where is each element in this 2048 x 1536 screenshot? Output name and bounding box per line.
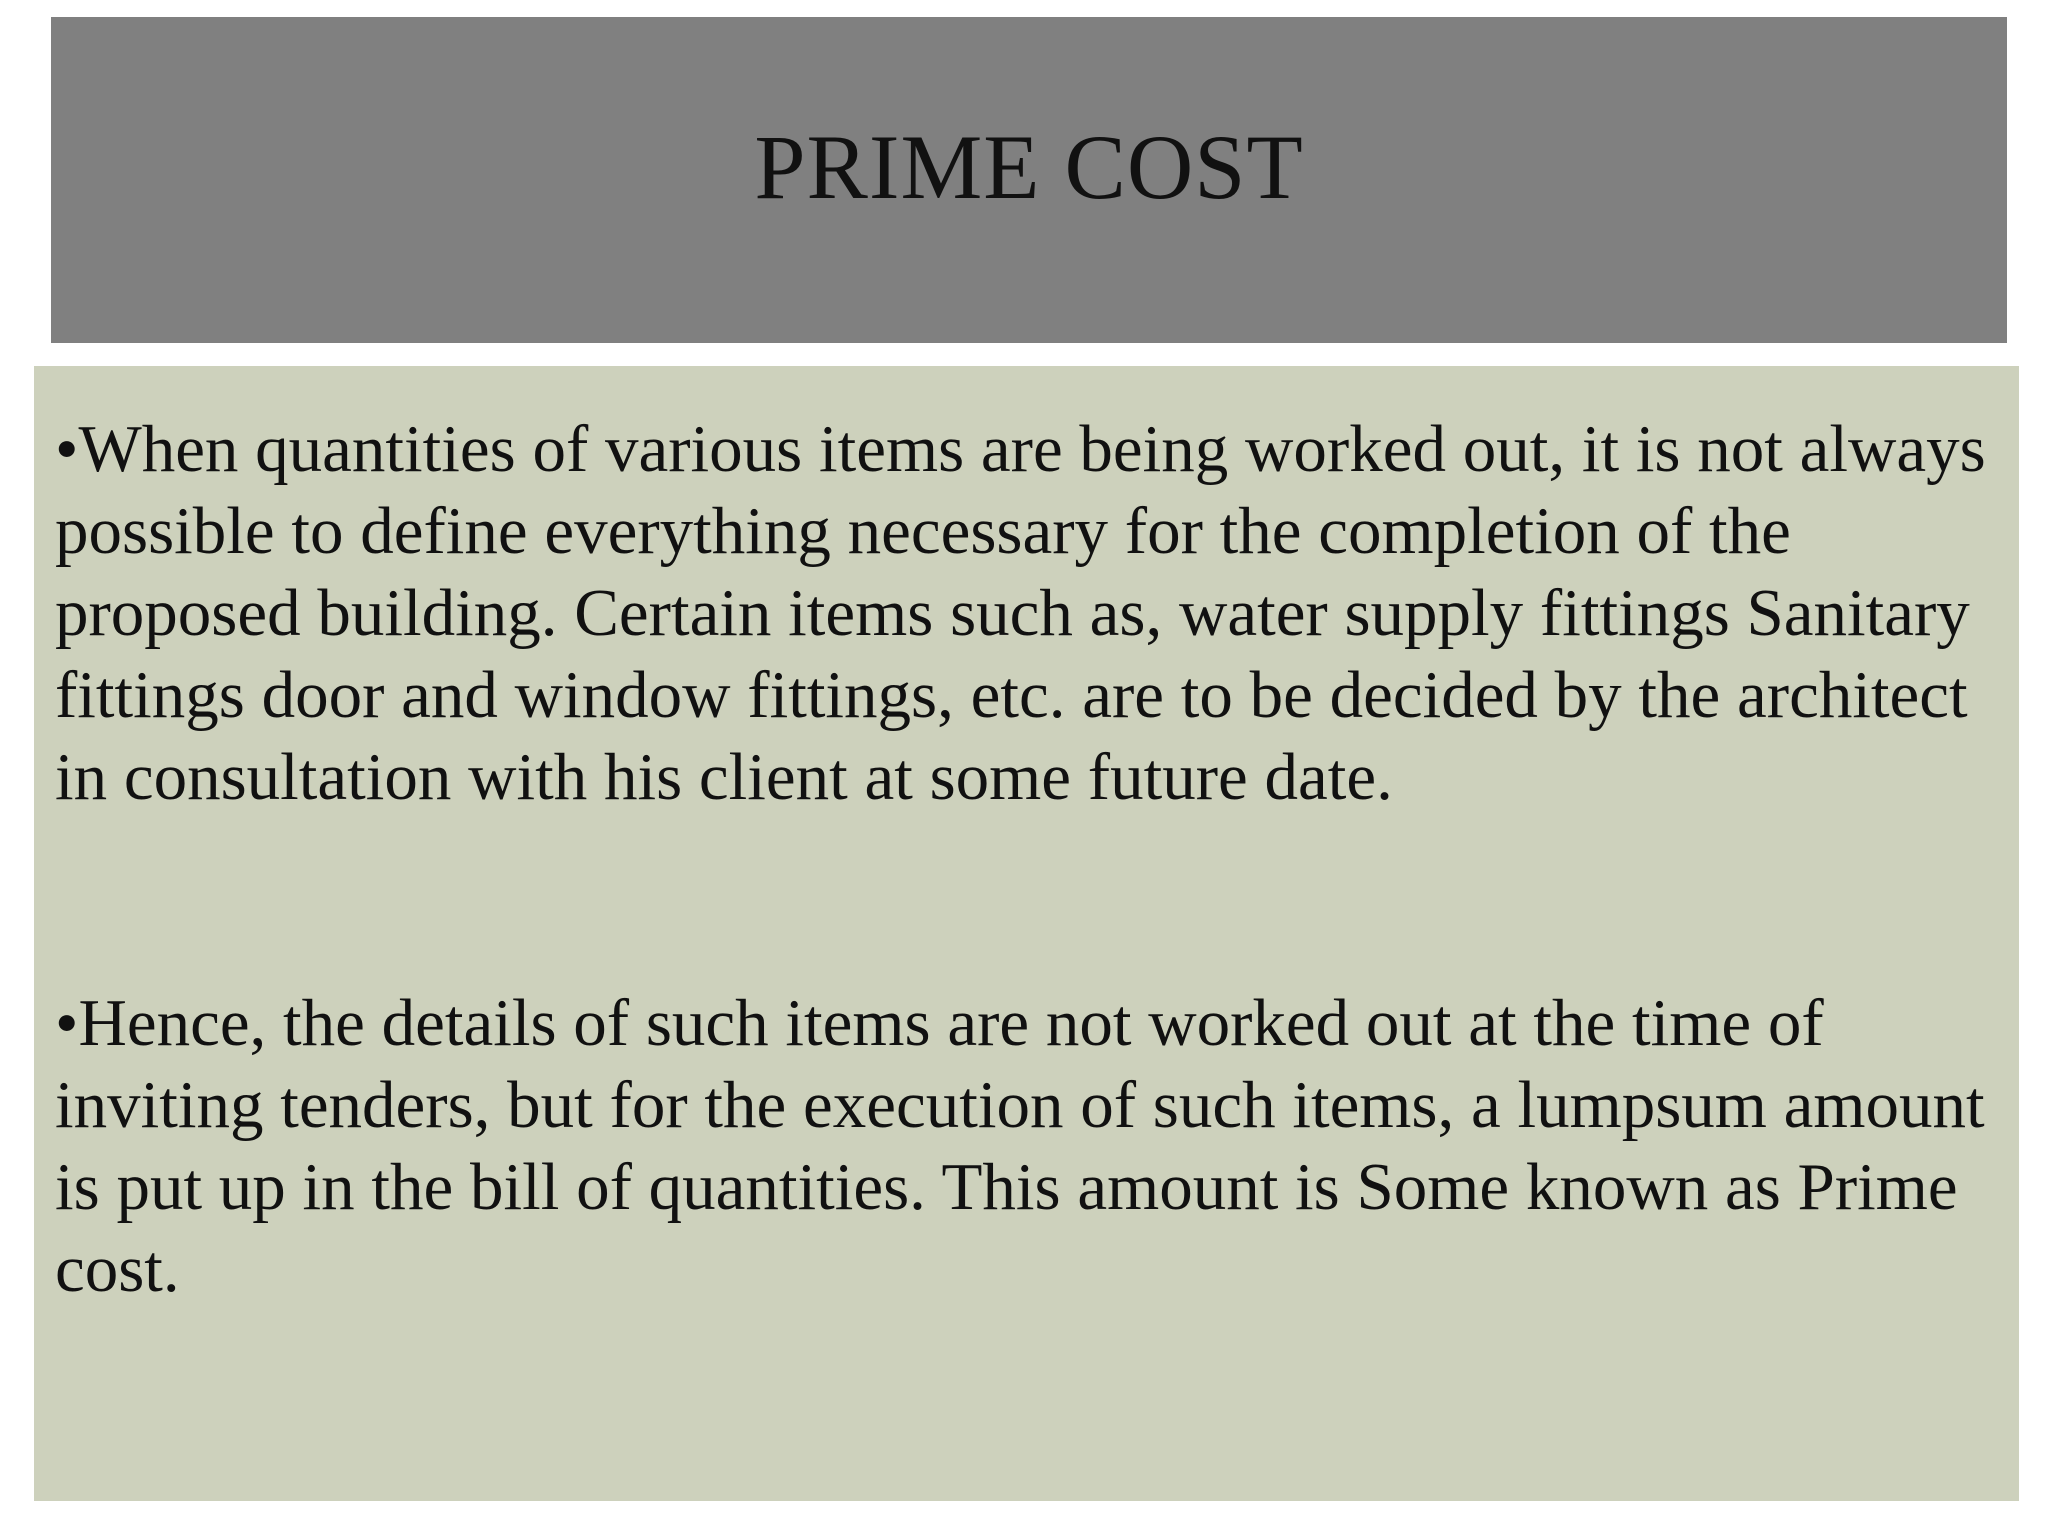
bullet-paragraph-2: •Hence, the details of such items are not worked out at the time of inviting tenders, but for the execution of such items, a lumpsum amount is put up in the bill of quantities. This amount is Some known as Prime cost. bbox=[55, 986, 1985, 1306]
bullet-paragraph-1: •When quantities of various items are being worked out, it is not always possible to define everything necessary for the completion of the proposed building. Certain items such as, water supply fittings Sanitary fittings door and window fittings, etc. are to be decided by the architect in consultation with his client at some future date. bbox=[55, 412, 1986, 814]
content-box bbox=[34, 366, 2019, 1501]
title-bar bbox=[51, 17, 2007, 343]
slide-title: PRIME COST bbox=[754, 116, 1304, 218]
